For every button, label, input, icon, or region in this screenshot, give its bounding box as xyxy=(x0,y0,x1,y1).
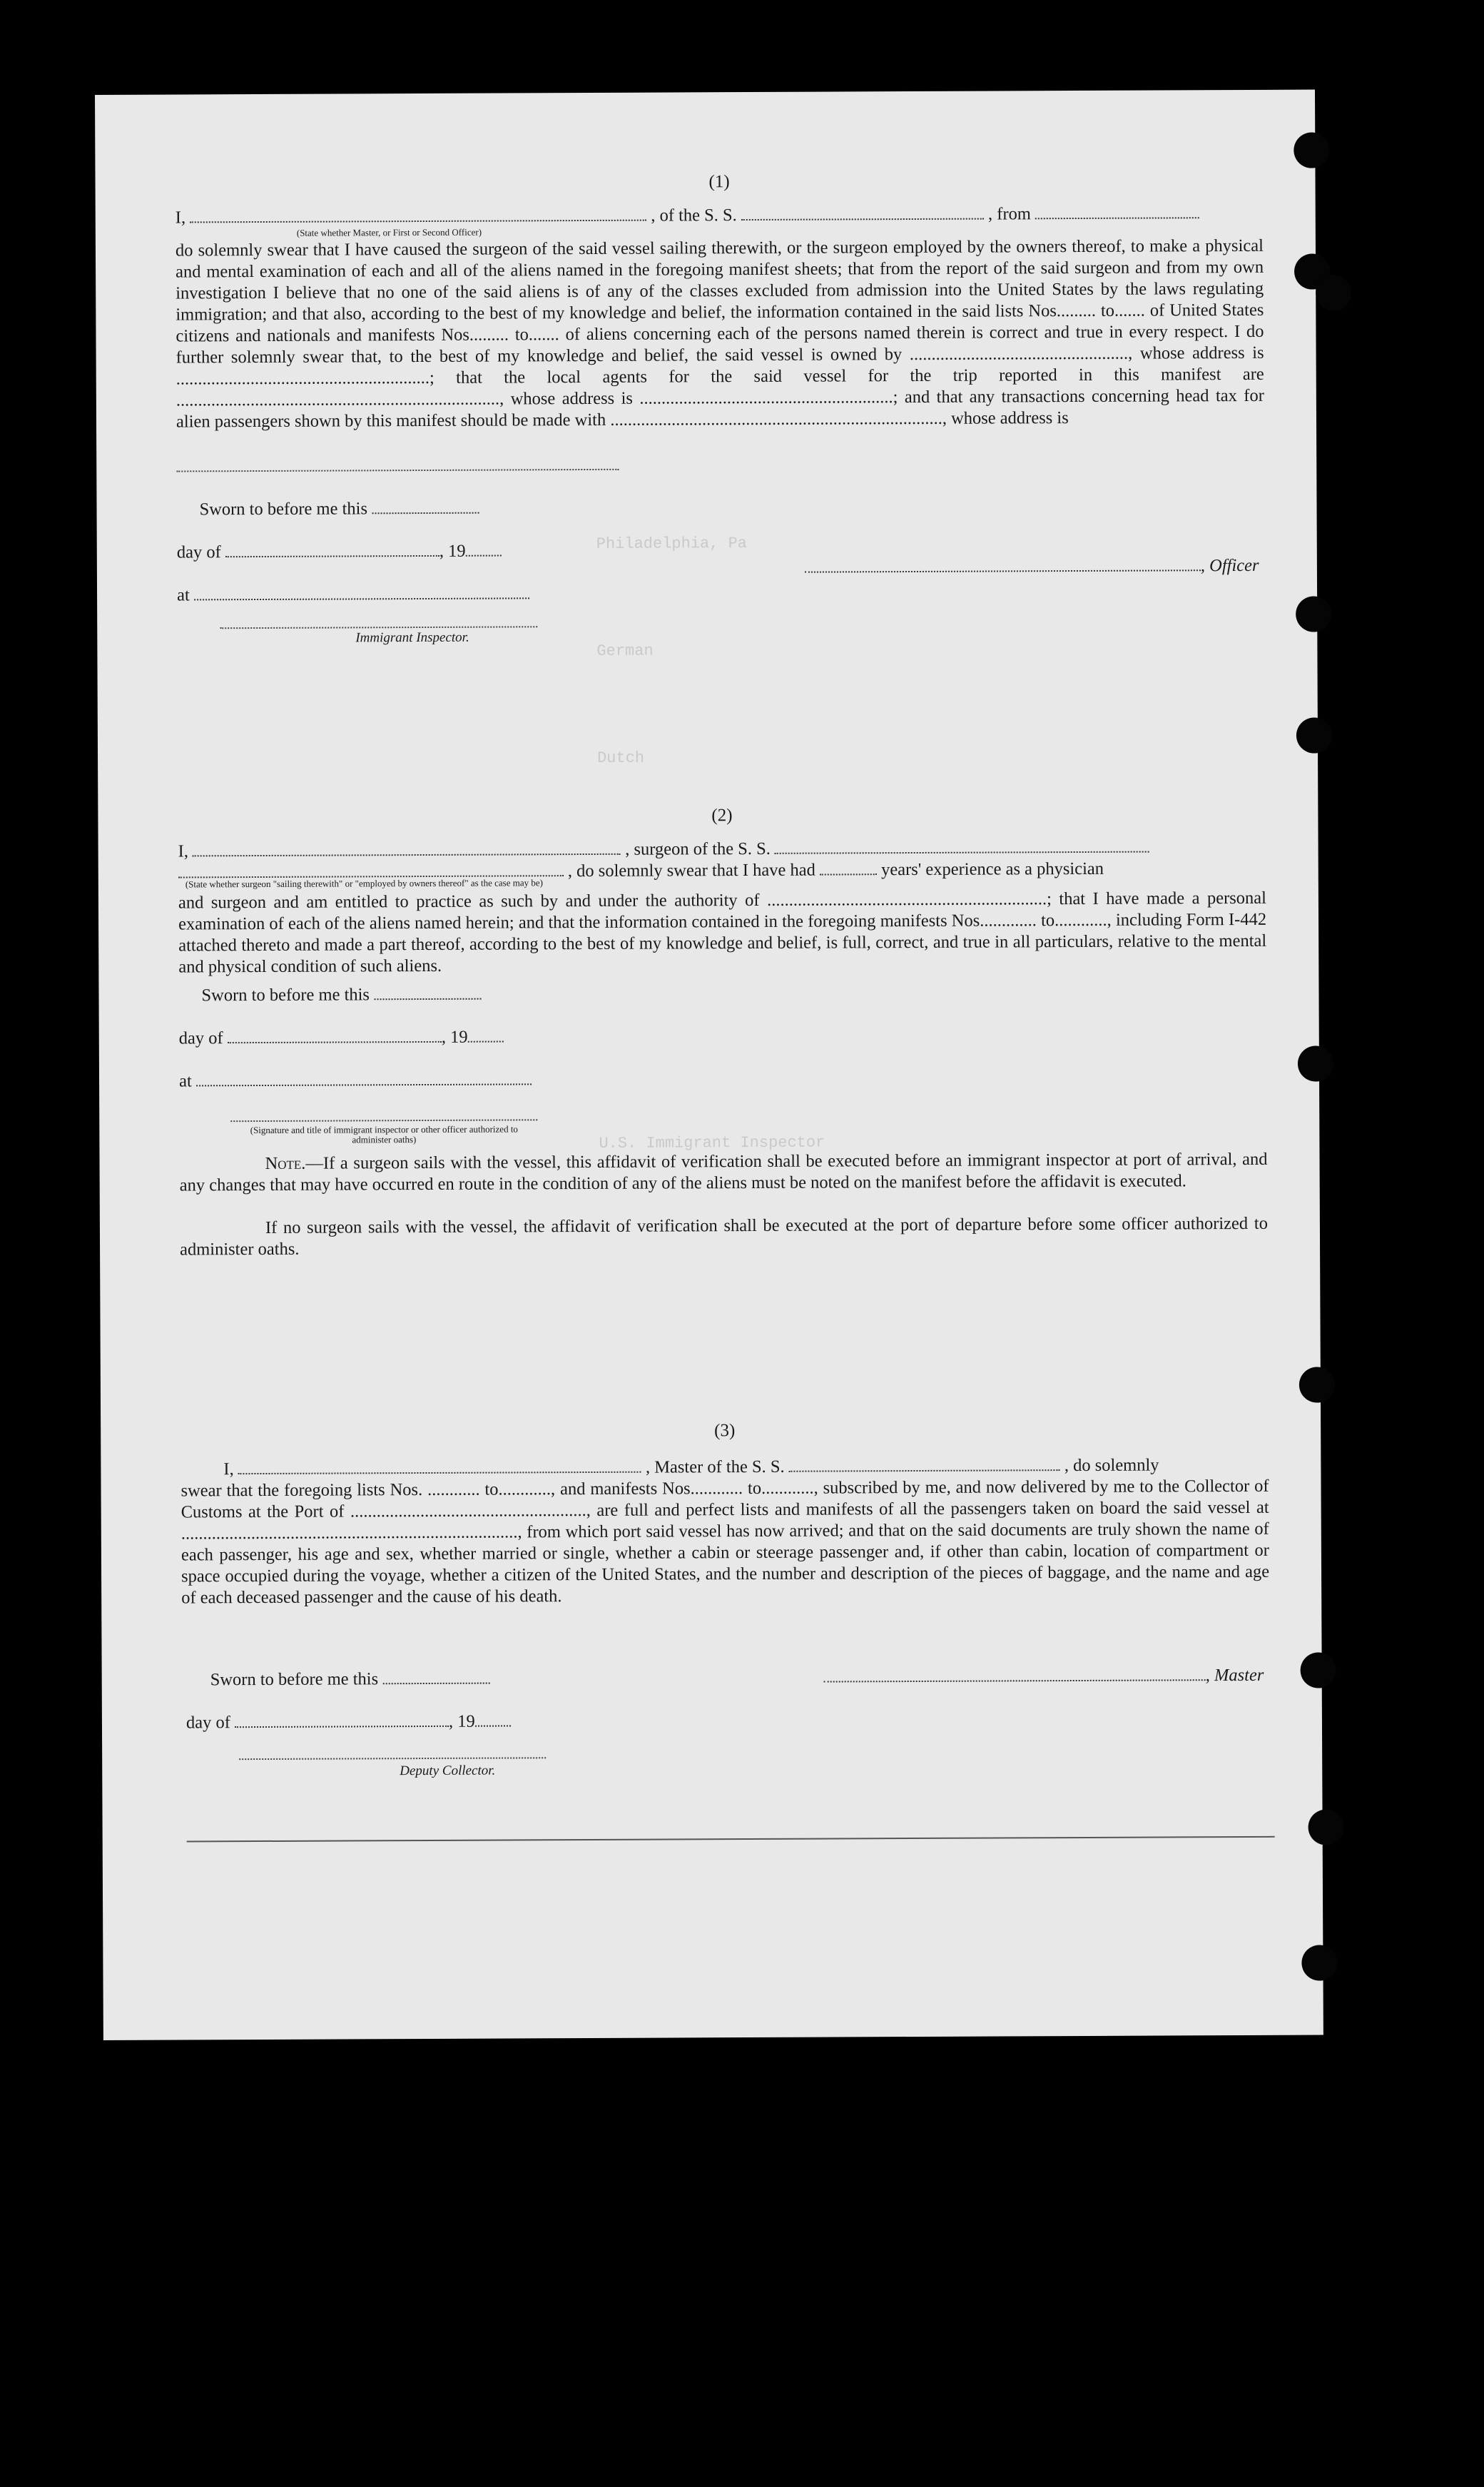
label-years: years' experience as a physician xyxy=(881,858,1104,880)
bleed-through: Philadelphia, Pa xyxy=(596,535,748,553)
binder-hole xyxy=(1301,1945,1337,1980)
label-swear: , do solemnly swear that I have had xyxy=(567,860,815,881)
officer-name-field[interactable] xyxy=(190,207,646,223)
label-surgeon: , surgeon of the S. S. xyxy=(625,839,771,859)
sworn-line xyxy=(201,984,481,1007)
day-of-field[interactable] xyxy=(235,1713,449,1728)
collector-label: Deputy Collector. xyxy=(400,1763,496,1779)
note-label: Note. xyxy=(265,1153,306,1173)
inspector-label: Immigrant Inspector. xyxy=(355,629,469,646)
surgeon-capacity-field[interactable] xyxy=(178,862,564,878)
note-1-text: —If a surgeon sails with the vessel, this affidavit of verification shall be executed before an immigrant inspector at port of arrival, and any changes that may have occurred en route in the condition of any of the aliens must be noted on the manifest before the affidavit is executed. xyxy=(179,1149,1268,1195)
day-of-label: day of xyxy=(186,1713,230,1733)
label-master: , Master of the S. S. xyxy=(645,1457,785,1477)
blank-line xyxy=(176,469,619,472)
signature-line[interactable] xyxy=(230,1119,537,1122)
sworn-label: Sworn to before me this xyxy=(201,985,370,1006)
sworn-label: Sworn to before me this xyxy=(210,1669,379,1690)
at-label: at xyxy=(177,585,190,605)
vessel-name-field[interactable] xyxy=(741,206,984,221)
surgeon-vessel-field[interactable] xyxy=(775,839,1149,854)
section-number: (3) xyxy=(714,1421,736,1441)
label-from: , from xyxy=(987,204,1031,224)
bleed-through: U.S. Immigrant Inspector xyxy=(599,1133,825,1153)
bottom-rule xyxy=(187,1836,1275,1843)
day-of-label: day of xyxy=(176,542,221,562)
day-of-line xyxy=(179,1027,504,1050)
label-i: I, xyxy=(223,1459,234,1479)
master-vessel-field[interactable] xyxy=(789,1457,1060,1472)
section-number: (1) xyxy=(708,172,730,192)
bleed-through: German xyxy=(596,642,654,660)
day-of-field[interactable] xyxy=(228,1028,442,1043)
day-of-field[interactable] xyxy=(225,542,439,557)
officer-rank-note: (State whether Master, or First or Second Officer) xyxy=(296,226,482,238)
at-line xyxy=(177,583,529,606)
note-2: If no surgeon sails with the vessel, the affidavit of verification shall be executed at the port of departure before some officer authorized to administer oaths. xyxy=(180,1213,1268,1260)
officer-label: , Officer xyxy=(1200,555,1259,576)
officer-signature-field[interactable] xyxy=(805,557,1201,572)
master-signature-line xyxy=(824,1665,1264,1688)
sworn-label: Sworn to before me this xyxy=(199,499,368,520)
section3-body: swear that the foregoing lists Nos. ............ to............, and manifests Nos............ to............, subscribed by me, and now delivered by me to the Collector of Customs at the Port of ......................................................, are full and perfect lists and manifests of all the passengers taken on board the said vessel at ............................................................................., from which port said vessel has now arrived; and that on the said documents are truly shown the name of each passenger, his age and sex, whether married or single, whether a cabin or steerage passenger and, if other than cabin, location of compartment or space occupied during the voyage, whether a citizen of the United States, and the number and description of the pieces of baggage, and the name and age of each deceased passenger and the cause of his death. xyxy=(181,1476,1270,1608)
affidavit-section-3 xyxy=(181,1419,1270,1779)
label-i: I, xyxy=(178,841,188,861)
label-swear: , do solemnly xyxy=(1064,1455,1159,1476)
at-line xyxy=(179,1069,532,1092)
sworn-date-field[interactable] xyxy=(382,1670,489,1685)
master-name-field[interactable] xyxy=(238,1459,641,1474)
year-field[interactable] xyxy=(468,1028,504,1043)
sworn-line xyxy=(199,498,479,521)
collector-signature-line[interactable] xyxy=(239,1757,546,1760)
binder-hole xyxy=(1296,717,1332,753)
binder-hole xyxy=(1298,1045,1333,1081)
from-port-field[interactable] xyxy=(1035,204,1199,219)
label-i: I, xyxy=(175,208,186,228)
bleed-through: Dutch xyxy=(597,749,645,767)
surgeon-capacity-note: (State whether surgeon "sailing therewith" or "employed by owners thereof" as the case may be) xyxy=(185,877,543,890)
day-of-label: day of xyxy=(178,1028,223,1048)
binder-hole xyxy=(1316,275,1351,310)
year-label: , 19 xyxy=(448,1711,475,1731)
section-number: (2) xyxy=(711,806,733,826)
label-of-ss: , of the S. S. xyxy=(651,206,737,226)
day-of-line xyxy=(186,1711,511,1733)
section2-body: and surgeon and am entitled to practice as such by and under the authority of ................................................................; that I have made a personal examination of each of the aliens named herein; and that the information contained in the foregoing manifests Nos............. to............, including Form I-442 attached thereto and made a part thereof, according to the best of my knowledge and belief, is full, correct, and true in all particulars, relative to the mental and physical condition of such aliens. xyxy=(178,888,1267,977)
binder-hole xyxy=(1299,1367,1335,1402)
binder-hole xyxy=(1308,1809,1343,1845)
section1-body: do solemnly swear that I have caused the surgeon of the said vessel sailing therewith, or the surgeon employed by the owners thereof, to make a physical and mental examination of each and all of the aliens named in the foregoing manifest sheets; that from the report of the said surgeon and from my own investigation I believe that no one of the said aliens is of any of the classes excluded from admission into the United States by the laws regulating immigration; and that also, according to the best of my knowledge and belief, the information contained in the said lists Nos......... to....... of United States citizens and nationals and manifests Nos......... to....... of aliens concerning each of the persons named therein is correct and true in every respect. I do further solemnly swear that, to the best of my knowledge and belief, the said vessel is owned by .................................................., whose address is ..........................................................; that the local agents for the said vessel for the trip reported in this manifest are .........................................................................., whose address is ..........................................................; and that any transactions concerning head tax for alien passengers shown by this manifest should be made with ............................................................................, whose address is xyxy=(175,235,1264,432)
note-1 xyxy=(179,1149,1267,1197)
surgeon-name-field[interactable] xyxy=(193,841,621,857)
manifest-verification-page xyxy=(95,90,1323,2040)
binder-hole xyxy=(1294,132,1329,168)
master-label: , Master xyxy=(1205,1665,1264,1686)
year-label: , 19 xyxy=(439,541,466,561)
binder-hole xyxy=(1301,1652,1336,1688)
year-label: , 19 xyxy=(441,1027,468,1047)
binder-hole xyxy=(1296,596,1331,632)
signature-note: (Signature and title of immigrant inspector or other officer authorized to administer oaths) xyxy=(250,1123,518,1145)
year-field[interactable] xyxy=(475,1712,511,1726)
inspector-signature-line[interactable] xyxy=(220,626,537,629)
year-field[interactable] xyxy=(466,542,502,557)
sworn-line xyxy=(210,1668,490,1691)
years-field[interactable] xyxy=(820,861,877,875)
master-signature-field[interactable] xyxy=(824,1666,1206,1682)
officer-signature-line xyxy=(805,555,1259,579)
sworn-date-field[interactable] xyxy=(374,986,481,1001)
at-place-field[interactable] xyxy=(196,1070,532,1086)
sworn-date-field[interactable] xyxy=(372,500,479,515)
at-place-field[interactable] xyxy=(194,584,529,600)
at-label: at xyxy=(178,1071,192,1091)
day-of-line xyxy=(177,541,502,564)
